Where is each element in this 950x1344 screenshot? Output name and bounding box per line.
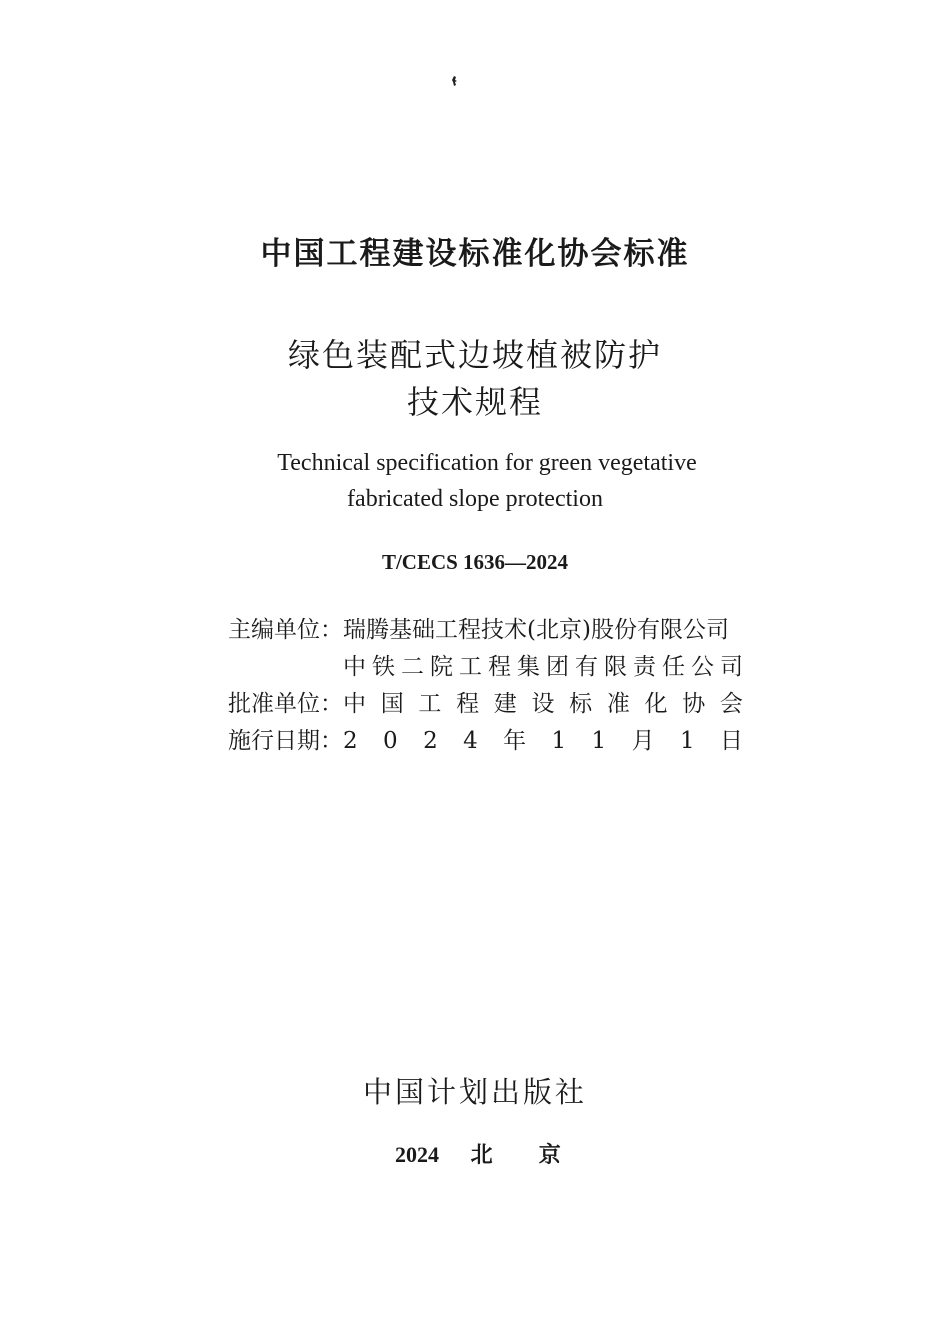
- char: 月: [631, 728, 655, 754]
- char: 集: [517, 654, 540, 680]
- char: 院: [430, 654, 453, 680]
- char: 北: [470, 1142, 493, 1168]
- char: 中: [343, 654, 366, 680]
- char: 团: [546, 654, 569, 680]
- chinese-title-line-2: 技术规程: [406, 383, 543, 421]
- char: 准: [606, 691, 630, 717]
- char: 有: [575, 654, 598, 680]
- char: 标: [569, 691, 593, 717]
- char: 协: [682, 691, 706, 717]
- char: 公: [691, 654, 714, 680]
- char: 设: [531, 691, 555, 717]
- char: 责: [633, 654, 656, 680]
- publication-year: 2024: [395, 1142, 439, 1167]
- char: 国: [380, 691, 404, 717]
- chief-editor-label: 主编单位：: [228, 617, 343, 643]
- standard-number: T/CECS 1636—2024: [381, 550, 569, 574]
- char: 0: [383, 728, 398, 754]
- char: 1: [591, 728, 607, 754]
- char: 2: [343, 728, 358, 754]
- chief-editor-unit-1: 瑞腾基础工程技术(北京)股份有限公司: [343, 617, 729, 643]
- effective-date-label: 施行日期：: [228, 728, 343, 754]
- char: 程: [456, 691, 480, 717]
- char: 限: [604, 654, 627, 680]
- char: 年: [503, 728, 527, 754]
- char: 中: [343, 691, 366, 717]
- approval-unit-label: 批准单位：: [228, 691, 343, 717]
- char: 程: [488, 654, 511, 680]
- char: 1: [679, 728, 695, 754]
- char: 2: [423, 728, 438, 754]
- publication-city: [471, 1138, 561, 1169]
- organization-standard-heading: 中国工程建设标准化协会标准: [260, 236, 690, 272]
- scan-speck-mark: [452, 76, 460, 86]
- char: 建: [493, 691, 517, 717]
- english-title-line-2: fabricated slope protection: [347, 486, 603, 512]
- char: 日: [720, 728, 743, 754]
- char: 司: [720, 654, 743, 680]
- english-title-line-1: Technical specification for green vegetative: [277, 450, 697, 476]
- chinese-title-line-1: 绿色装配式边坡植被防护: [287, 336, 662, 374]
- char: 4: [463, 728, 478, 754]
- char: 京: [538, 1142, 561, 1168]
- char: 铁: [372, 654, 395, 680]
- char: 工: [459, 654, 482, 680]
- publisher-name: 中国计划出版社: [362, 1075, 587, 1109]
- char: 会: [719, 691, 743, 717]
- chief-editor-unit-2: [343, 649, 743, 686]
- char: 1: [551, 728, 567, 754]
- approval-unit: [343, 686, 743, 723]
- char: 任: [662, 654, 685, 680]
- char: 工: [418, 691, 442, 717]
- effective-date: [343, 723, 743, 760]
- char: 二: [401, 654, 424, 680]
- char: 化: [644, 691, 668, 717]
- publication-year-city: [395, 1138, 561, 1169]
